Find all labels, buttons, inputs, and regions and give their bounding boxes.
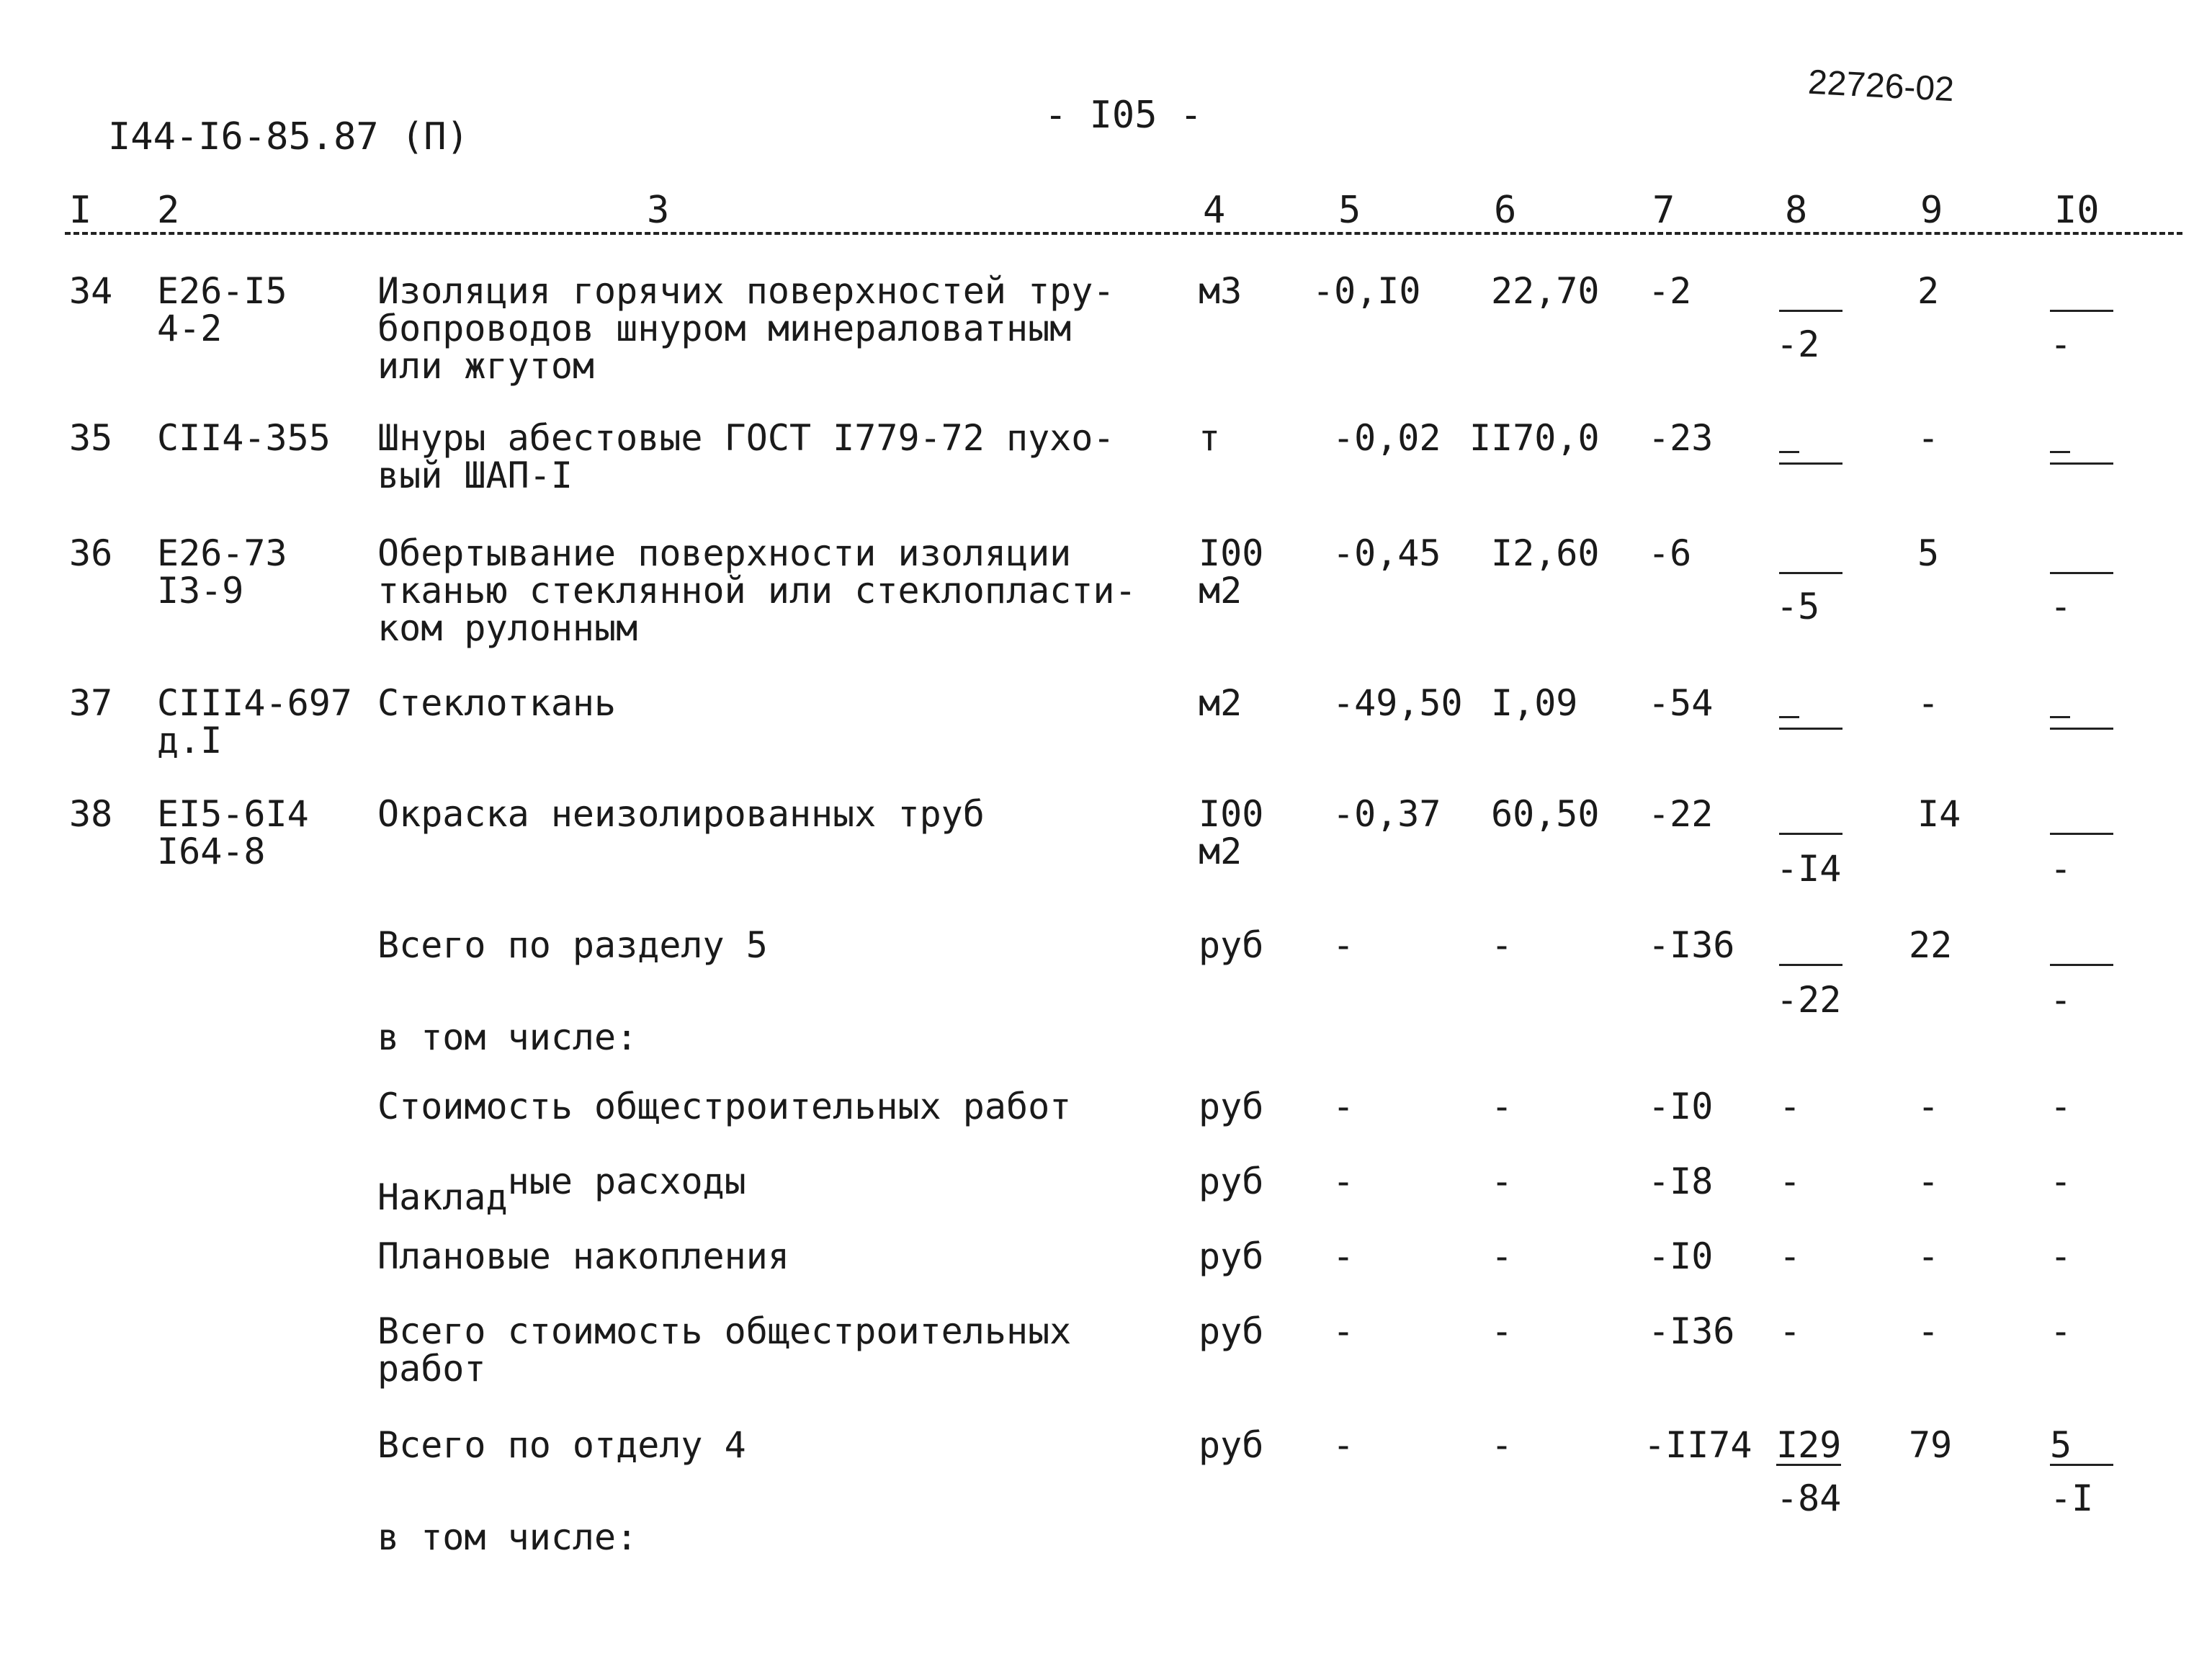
summary-line-price: -: [1491, 1235, 1513, 1277]
section-total-col10-bottom: -: [2050, 979, 2072, 1021]
dept-total-col10-bottom: -I: [2050, 1477, 2094, 1519]
row-description: Обертывание поверхности изоляции тканью стеклянной или стеклопласти- ком рулонным: [377, 532, 1137, 649]
archive-number: 22726-02: [1806, 63, 1956, 109]
row-total: -54: [1648, 682, 1714, 724]
summary-line-qty: -: [1333, 1310, 1355, 1352]
row-number: 36: [69, 532, 113, 574]
summary-line-col10: -: [2050, 1235, 2072, 1277]
row-col9: I4: [1917, 793, 1961, 835]
row-description: Шнуры абестовые ГОСТ I779-72 пухо- вый ШАП-I: [377, 417, 1115, 496]
dept-total-price: -: [1491, 1424, 1513, 1466]
summary-line-col10: -: [2050, 1161, 2072, 1202]
row-unit: м2: [1199, 682, 1242, 724]
row-col10-bottom: -: [2050, 586, 2072, 627]
dept-total-col8-bottom: -84: [1776, 1477, 1842, 1519]
row-number: 37: [69, 682, 113, 724]
row-total: -23: [1648, 417, 1714, 459]
summary-line-total: -I36: [1648, 1310, 1735, 1352]
section-total-col8-bottom: -22: [1776, 979, 1842, 1021]
row-quantity: -0,02: [1333, 417, 1441, 459]
row-description: Стеклоткань: [377, 682, 617, 724]
summary-line-price: -: [1491, 1161, 1513, 1202]
row-price: II70,0: [1469, 417, 1600, 459]
row-col8-bottom: -5: [1776, 586, 1820, 627]
section-total-qty: -: [1333, 924, 1355, 966]
page-number: - I05 -: [1044, 94, 1203, 137]
summary-line-label-superscript: ные: [507, 1161, 573, 1202]
row-quantity: -0,I0: [1312, 270, 1421, 312]
summary-line-unit: руб: [1199, 1235, 1264, 1277]
section-total-label: Всего по разделу 5: [377, 924, 768, 966]
summary-line-col8: -: [1779, 1310, 1801, 1352]
summary-line-total: -I8: [1648, 1161, 1714, 1202]
summary-line-price: -: [1491, 1310, 1513, 1352]
summary-line-qty: -: [1333, 1235, 1355, 1277]
row-price: 22,70: [1491, 270, 1600, 312]
row-col10-top: [2050, 535, 2113, 574]
summary-line-price: -: [1491, 1086, 1513, 1127]
dept-total-col9: 79: [1909, 1424, 1953, 1466]
col-head-9: 9: [1920, 189, 1943, 232]
row-quantity: -0,45: [1333, 532, 1441, 574]
row-code: E26-I5 4-2: [157, 270, 287, 349]
summary-line-qty: -: [1333, 1086, 1355, 1127]
row-price: I2,60: [1491, 532, 1600, 574]
summary-line-col9: -: [1917, 1310, 1940, 1352]
col-head-6: 6: [1494, 189, 1517, 232]
row-col10-top: [2050, 272, 2113, 312]
section-total-col10-top: [2050, 926, 2113, 966]
summary-line-label: [377, 1161, 746, 1218]
row-col8-top: [1779, 272, 1842, 312]
row-number: 35: [69, 417, 113, 459]
row-unit: I00 м2: [1199, 532, 1264, 612]
row-unit: т: [1199, 417, 1221, 459]
row-col10-bottom: [2050, 438, 2070, 453]
col-head-8: 8: [1785, 189, 1808, 232]
row-col8-bottom: -2: [1776, 323, 1820, 365]
summary-line-col9: -: [1917, 1235, 1940, 1277]
header-rule: [65, 232, 2182, 235]
row-quantity: -0,37: [1333, 793, 1441, 835]
summary-line-qty: -: [1333, 1161, 1355, 1202]
document-code: I44-I6-85.87 (П): [108, 115, 469, 158]
dept-total-col10-top: 5: [2050, 1426, 2113, 1466]
section-total-unit: руб: [1199, 924, 1264, 966]
row-col8-bottom: [1779, 438, 1799, 453]
row-col10-bottom: -: [2050, 323, 2072, 365]
summary-line-col8: -: [1779, 1086, 1801, 1127]
summary-line-unit: руб: [1199, 1086, 1264, 1127]
summary-line-col9: -: [1917, 1161, 1940, 1202]
col-head-10: I0: [2054, 189, 2100, 232]
row-number: 34: [69, 270, 113, 312]
dept-total-value: -II74: [1644, 1424, 1752, 1466]
dept-total-qty: -: [1333, 1424, 1355, 1466]
section-total-col8-top: [1779, 926, 1842, 966]
col-head-2: 2: [157, 189, 180, 232]
summary-line-unit: руб: [1199, 1310, 1264, 1352]
summary-line-total: -I0: [1648, 1235, 1714, 1277]
row-col8-bottom: [1779, 703, 1799, 718]
col-head-1: I: [69, 189, 92, 232]
row-quantity: -49,50: [1333, 682, 1463, 724]
dept-total-col8-top: I29: [1776, 1424, 1842, 1466]
row-col10-bottom: -: [2050, 848, 2072, 890]
row-col9: -: [1917, 682, 1940, 724]
summary-line-unit: руб: [1199, 1161, 1264, 1202]
row-unit: м3: [1199, 270, 1242, 312]
dept-total-unit: руб: [1199, 1424, 1264, 1466]
row-col9: -: [1917, 417, 1940, 459]
row-total: -22: [1648, 793, 1714, 835]
section-total-col9: 22: [1909, 924, 1953, 966]
row-col10-bottom: [2050, 703, 2070, 718]
summary-line-col8: -: [1779, 1161, 1801, 1202]
row-total: -6: [1648, 532, 1692, 574]
col-head-4: 4: [1203, 189, 1226, 232]
row-col8-bottom: -I4: [1776, 848, 1842, 890]
section-total-value: -I36: [1648, 924, 1735, 966]
row-col9: 5: [1917, 532, 1940, 574]
row-price: I,09: [1491, 682, 1578, 724]
summary-line-col8: -: [1779, 1235, 1801, 1277]
col-head-7: 7: [1652, 189, 1675, 232]
row-code: E26-73 I3-9: [157, 532, 287, 612]
row-col10-top: [2050, 795, 2113, 835]
col-head-5: 5: [1338, 189, 1361, 232]
row-description: Изоляция горячих поверхностей тру- бопроводов шнуром минераловатным или жгутом: [377, 270, 1115, 387]
summary-line-label: Всего стоимость общестроительных работ: [377, 1310, 1072, 1390]
row-code: EI5-6I4 I64-8: [157, 793, 309, 872]
summary-line-col10: -: [2050, 1310, 2072, 1352]
summary-line-col9: -: [1917, 1086, 1940, 1127]
summary-line-col10: -: [2050, 1086, 2072, 1127]
dept-total-label: Всего по отделу 4: [377, 1424, 746, 1466]
col-head-3: 3: [647, 189, 670, 232]
summary-line-label-start: Наклад: [377, 1176, 508, 1218]
summary-line-label-end: расходы: [572, 1161, 746, 1202]
section-total-price: -: [1491, 924, 1513, 966]
row-price: 60,50: [1491, 793, 1600, 835]
row-description: Окраска неизолированных труб: [377, 793, 985, 835]
row-total: -2: [1648, 270, 1692, 312]
including-label: в том числе:: [377, 1016, 638, 1058]
row-code: CII4-355: [157, 417, 331, 459]
row-col9: 2: [1917, 270, 1940, 312]
summary-line-label: Плановые накопления: [377, 1235, 789, 1277]
row-col8-top: [1779, 795, 1842, 835]
summary-line-total: -I0: [1648, 1086, 1714, 1127]
row-code: CIII4-697 д.I: [157, 682, 352, 761]
including-label: в том числе:: [377, 1516, 638, 1558]
row-unit: I00 м2: [1199, 793, 1264, 872]
summary-line-label: Стоимость общестроительных работ: [377, 1086, 1072, 1127]
row-number: 38: [69, 793, 113, 835]
row-col8-top: [1779, 535, 1842, 574]
